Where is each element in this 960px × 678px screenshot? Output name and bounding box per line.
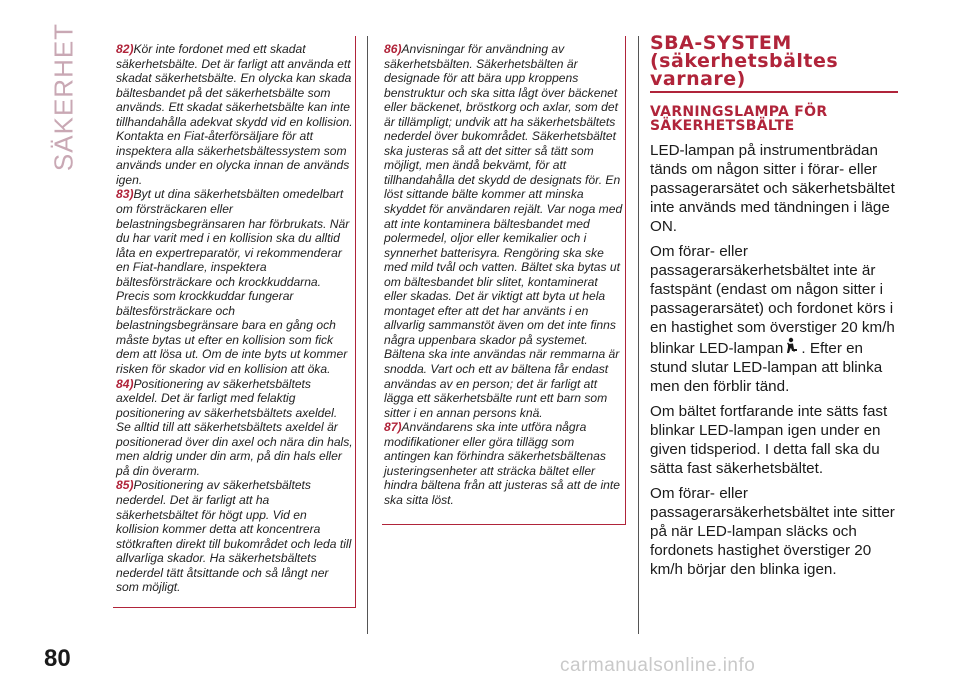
notes-column-middle — [384, 42, 623, 508]
note-number: 85) — [116, 478, 134, 493]
note-number: 86) — [384, 42, 402, 56]
note-number: 87) — [384, 420, 402, 435]
body-paragraph: Om förar- eller passagerarsäkerhetsbältet inte sitter på när LED-lampan släcks och fordonets hastighet överstiger 20 km/h börjar den blinka igen. — [650, 485, 895, 578]
section-body — [650, 141, 900, 579]
note-item — [116, 377, 353, 479]
note-number: 82) — [116, 42, 134, 56]
page-number: 80 — [44, 645, 71, 672]
body-paragraph: Om bältet fortfarande inte sätts fast blinkar LED-lampan igen under en given tidsperiod. I detta fall ska du sätta fast säkerhetsbältet. — [650, 403, 888, 477]
footer-watermark: carmanualsonline.info — [560, 655, 756, 676]
body-paragraph: LED-lampan på instrumentbrädan tänds om någon sitter i förar- eller passagerarsätet och säkerhetsbältet inte används med tändningen i läge ON. — [650, 142, 895, 235]
note-number: 83) — [116, 187, 134, 202]
body-paragraph — [650, 242, 900, 396]
section-title-line: SBA-SYSTEM — [650, 32, 792, 54]
section-title — [650, 34, 900, 88]
note-text: Användarens ska inte utföra några modifikationer eller göra tillägg som antingen kan förhindra säkerhetsbältenas justeringsenheter att sträcka bältet eller hindra bältena från att justeras så att de inte ska sitta löst. — [384, 420, 620, 507]
title-underline — [650, 91, 898, 93]
seatbelt-warning-icon — [783, 337, 801, 355]
note-item — [116, 42, 353, 187]
note-item — [384, 420, 623, 507]
note-item — [116, 478, 353, 594]
note-item — [384, 42, 623, 420]
body-paragraph-part: Om förar- eller passagerarsäkerhetsbältet inte är fastspänt (endast om någon sitter i passagerarsätet) och fordonet körs i en hastighet som överstiger 20 km/h blinkar LED-lampan — [650, 243, 895, 357]
body-paragraph-part: . Efter en stund slutar LED-lampan att blinka men den förblir tänd. — [650, 340, 883, 395]
section-title-line: varnare) — [650, 68, 746, 90]
note-text: Positionering av säkerhetsbältets axeldel. Det är farligt med felaktig positionering av säkerhetsbältets axeldel. Se alltid till att säkerhetsbältets axeldel är positionerad över din axel och nära din hals, men aldrig under din arm, på din hals eller på din överarm. — [116, 376, 353, 478]
note-item — [116, 187, 353, 376]
section-subtitle — [650, 105, 900, 133]
section-title-line: (säkerhetsbältes — [650, 50, 839, 72]
side-tab-label: SÄKERHET — [48, 22, 79, 172]
note-text: Byt ut dina säkerhetsbälten omedelbart om försträckaren eller belastningsbegränsaren har förbrukats. När du har varit med i en kollision ska du alltid låta en expertreparatör, vi rekommenderar en Fiat-handlare, inspektera bältesförsträckare och krockkuddarna. Precis som krockkuddar fungerar bältesförsträckare och belastningsbegränsare bara en gång och måste bytas ut efter en kollision som fick dem att lösa ut. Om de inte byts ut kommer risken för skador vid en kollision att öka. — [116, 187, 350, 377]
sba-section — [650, 34, 900, 585]
column-divider — [638, 36, 639, 634]
column-divider — [367, 36, 368, 634]
note-text: Positionering av säkerhetsbältets nederdel. Det är farligt att ha säkerhetsbältet för högt upp. Vid en kollision kommer detta att koncentrera stötkraften direkt till bukområdet och leda till allvarliga skador. Ha säkerhetsbältets nederdel tätt åtsittande och så långt ner som möjligt. — [116, 478, 352, 595]
side-tab — [44, 22, 84, 172]
section-subtitle-line: SÄKERHETSBÄLTE — [650, 118, 795, 134]
note-text: Kör inte fordonet med ett skadat säkerhetsbälte. Det är farligt att använda ett skadat säkerhetsbälte. En olycka kan skada bältesbandet på det säkerhetsbälte som används. Ett skadat säkerhetsbälte kan inte tillhandahålla adekvat skydd vid en kollision. Kontakta en Fiat-återförsäljare för att inspektera alla säkerhetsbältessystem som används under en olycka innan de används igen. — [116, 42, 353, 187]
note-text: Anvisningar för användning av säkerhetsbälten. Säkerhetsbälten är designade för att bära upp kroppens benstruktur och ska sitta lågt över bäckenet eller bäckenet, bröstkorg och axlar, som det är tillämpligt; undvik att ha säkerhetsbältets nederdel över bukområdet. Säkerhetsbältet ska justeras så att det sitter så tätt som möjligt, men ändå bekvämt, för att tillhandahålla det skydd de designats för. En löst sittande bälte kommer att minska skyddet för användaren rejält. Var noga med att inte kontaminera bältesbandet med polermedel, oljor eller kemikalier och i synnerhet batterisyra. Rengöring ska ske med mild tvål och vatten. Bältet ska bytas ut om bältesbandet blir slitet, kontaminerat eller skadas. Det är viktigt att byta ut hela montaget efter att det har använts i en allvarlig sammanstöt även om det inte finns några uppenbara skador på systemet. Bältena ska inte användas när remmarna är snodda. Vart och ett av bältena får endast användas av en person; det är farligt att lägga ett säkerhetsbälte runt ett barn som sitter i en annan persons knä. — [384, 42, 623, 420]
note-number: 84) — [116, 376, 134, 391]
notes-column-left — [116, 42, 353, 595]
section-subtitle-line: VARNINGSLAMPA FÖR — [650, 104, 828, 120]
